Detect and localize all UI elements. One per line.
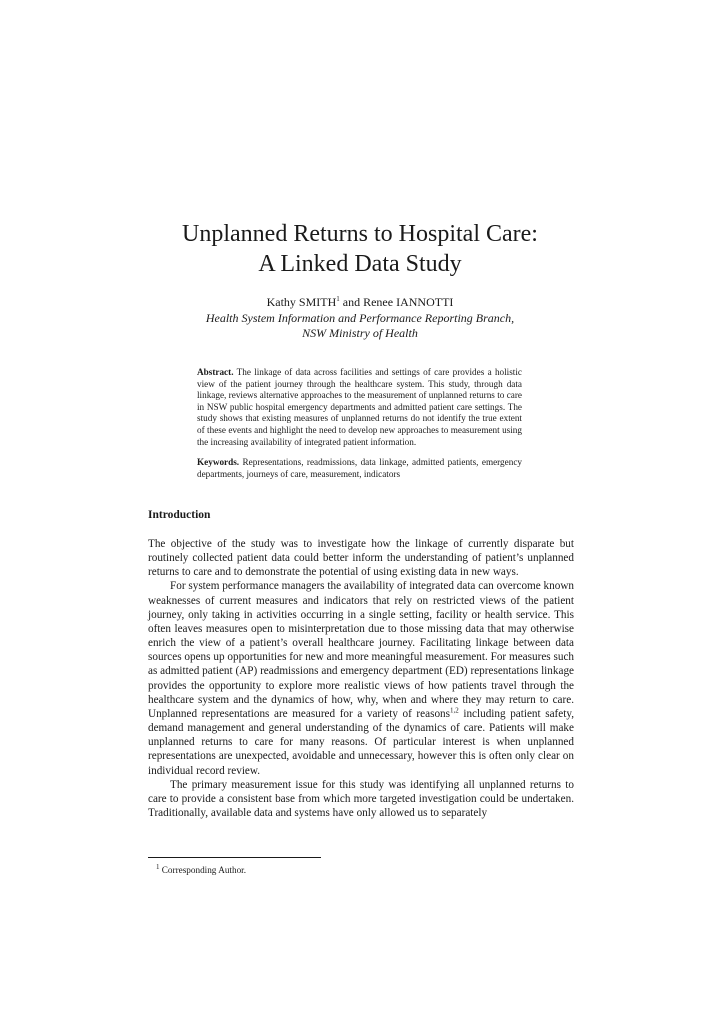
- paragraph-3: The primary measurement issue for this study was identifying all unplanned returns to care to provide a consistent base from which more targeted investigation could be undertaken. Traditionally, available data and systems have only allowed us to separately: [148, 778, 574, 819]
- affiliation-line-2: NSW Ministry of Health: [302, 326, 418, 340]
- affiliation-line-1: Health System Information and Performance Reporting Branch,: [205, 311, 515, 325]
- paragraph-2: [148, 579, 574, 777]
- keywords-text: Representations, readmissions, data linkage, admitted patients, emergency departments, journeys of care, measurement, indicators: [197, 457, 522, 479]
- title-line-2: A Linked Data Study: [258, 251, 462, 277]
- footnote-number: 1: [156, 862, 160, 871]
- footnote-marker: 1: [336, 295, 340, 303]
- paragraph-1: The objective of the study was to investigate how the linkage of currently disparate but routinely collected patient data could better inform the understanding of patient’s unplanned returns to care and to demonstrate the potential of using existing data in new ways.: [148, 538, 574, 579]
- author-list: [0, 294, 720, 310]
- footnote-divider: [148, 857, 321, 858]
- citation-reference: 1,2: [450, 706, 459, 715]
- keywords: [197, 457, 522, 480]
- abstract-text: The linkage of data across facilities and settings of care provides a holistic view of the patient journey through the healthcare system. This study, through data linkage, reviews alternative approaches to the measurement of unplanned returns to care in NSW public hospital emergency departments and admitted patient care settings. The study shows that existing measures of unplanned returns do not identify the true extent of these events and highlight the need to develop new approaches to measurement using the increasing availability of integrated patient information.: [197, 367, 522, 447]
- footnote-text: Corresponding Author.: [159, 865, 247, 875]
- title-line-1: Unplanned Returns to Hospital Care:: [182, 221, 538, 247]
- footnote: [156, 864, 246, 876]
- paper-title: [0, 219, 720, 279]
- author-name: Kathy SMITH: [266, 295, 337, 309]
- abstract: [197, 367, 522, 448]
- section-heading-introduction: Introduction: [148, 509, 211, 521]
- affiliation: [0, 311, 720, 341]
- paragraph-2-text: For system performance managers the availability of integrated data can overcome known weaknesses of current measures and indicators that rely on restricted views of the patient journey, only taking in activities occurring in a single setting, facility or health service. This often leaves measures open to misinterpretation due to those missing data that may otherwise enrich the view of a patient’s overall healthcare journey. Facilitating linkage between data sources opens up opportunities for new and more meaningful measurement. For measures such as admitted patient (AP) readmissions and emergency department (ED) representations linkage provides the opportunity to explore more realistic views of how patients travel through the healthcare system and the dynamics of how, why, when and where they may return to care. Unplanned representations are measured for a variety of reasons: [148, 580, 574, 720]
- keywords-label: Keywords.: [197, 457, 240, 467]
- abstract-label: Abstract.: [197, 367, 234, 377]
- introduction-body: [148, 537, 574, 820]
- author-name-second: and Renee IANNOTTI: [339, 295, 454, 309]
- paragraph-2-text-cont: including patient safety, demand management and general understanding of the dynamics of care. Patients will make unplanned returns to care for many reasons. Of particular interest is when unplanned representations are unexpected, avoidable and unnecessary, however this is often only clear on individual record review.: [148, 707, 575, 777]
